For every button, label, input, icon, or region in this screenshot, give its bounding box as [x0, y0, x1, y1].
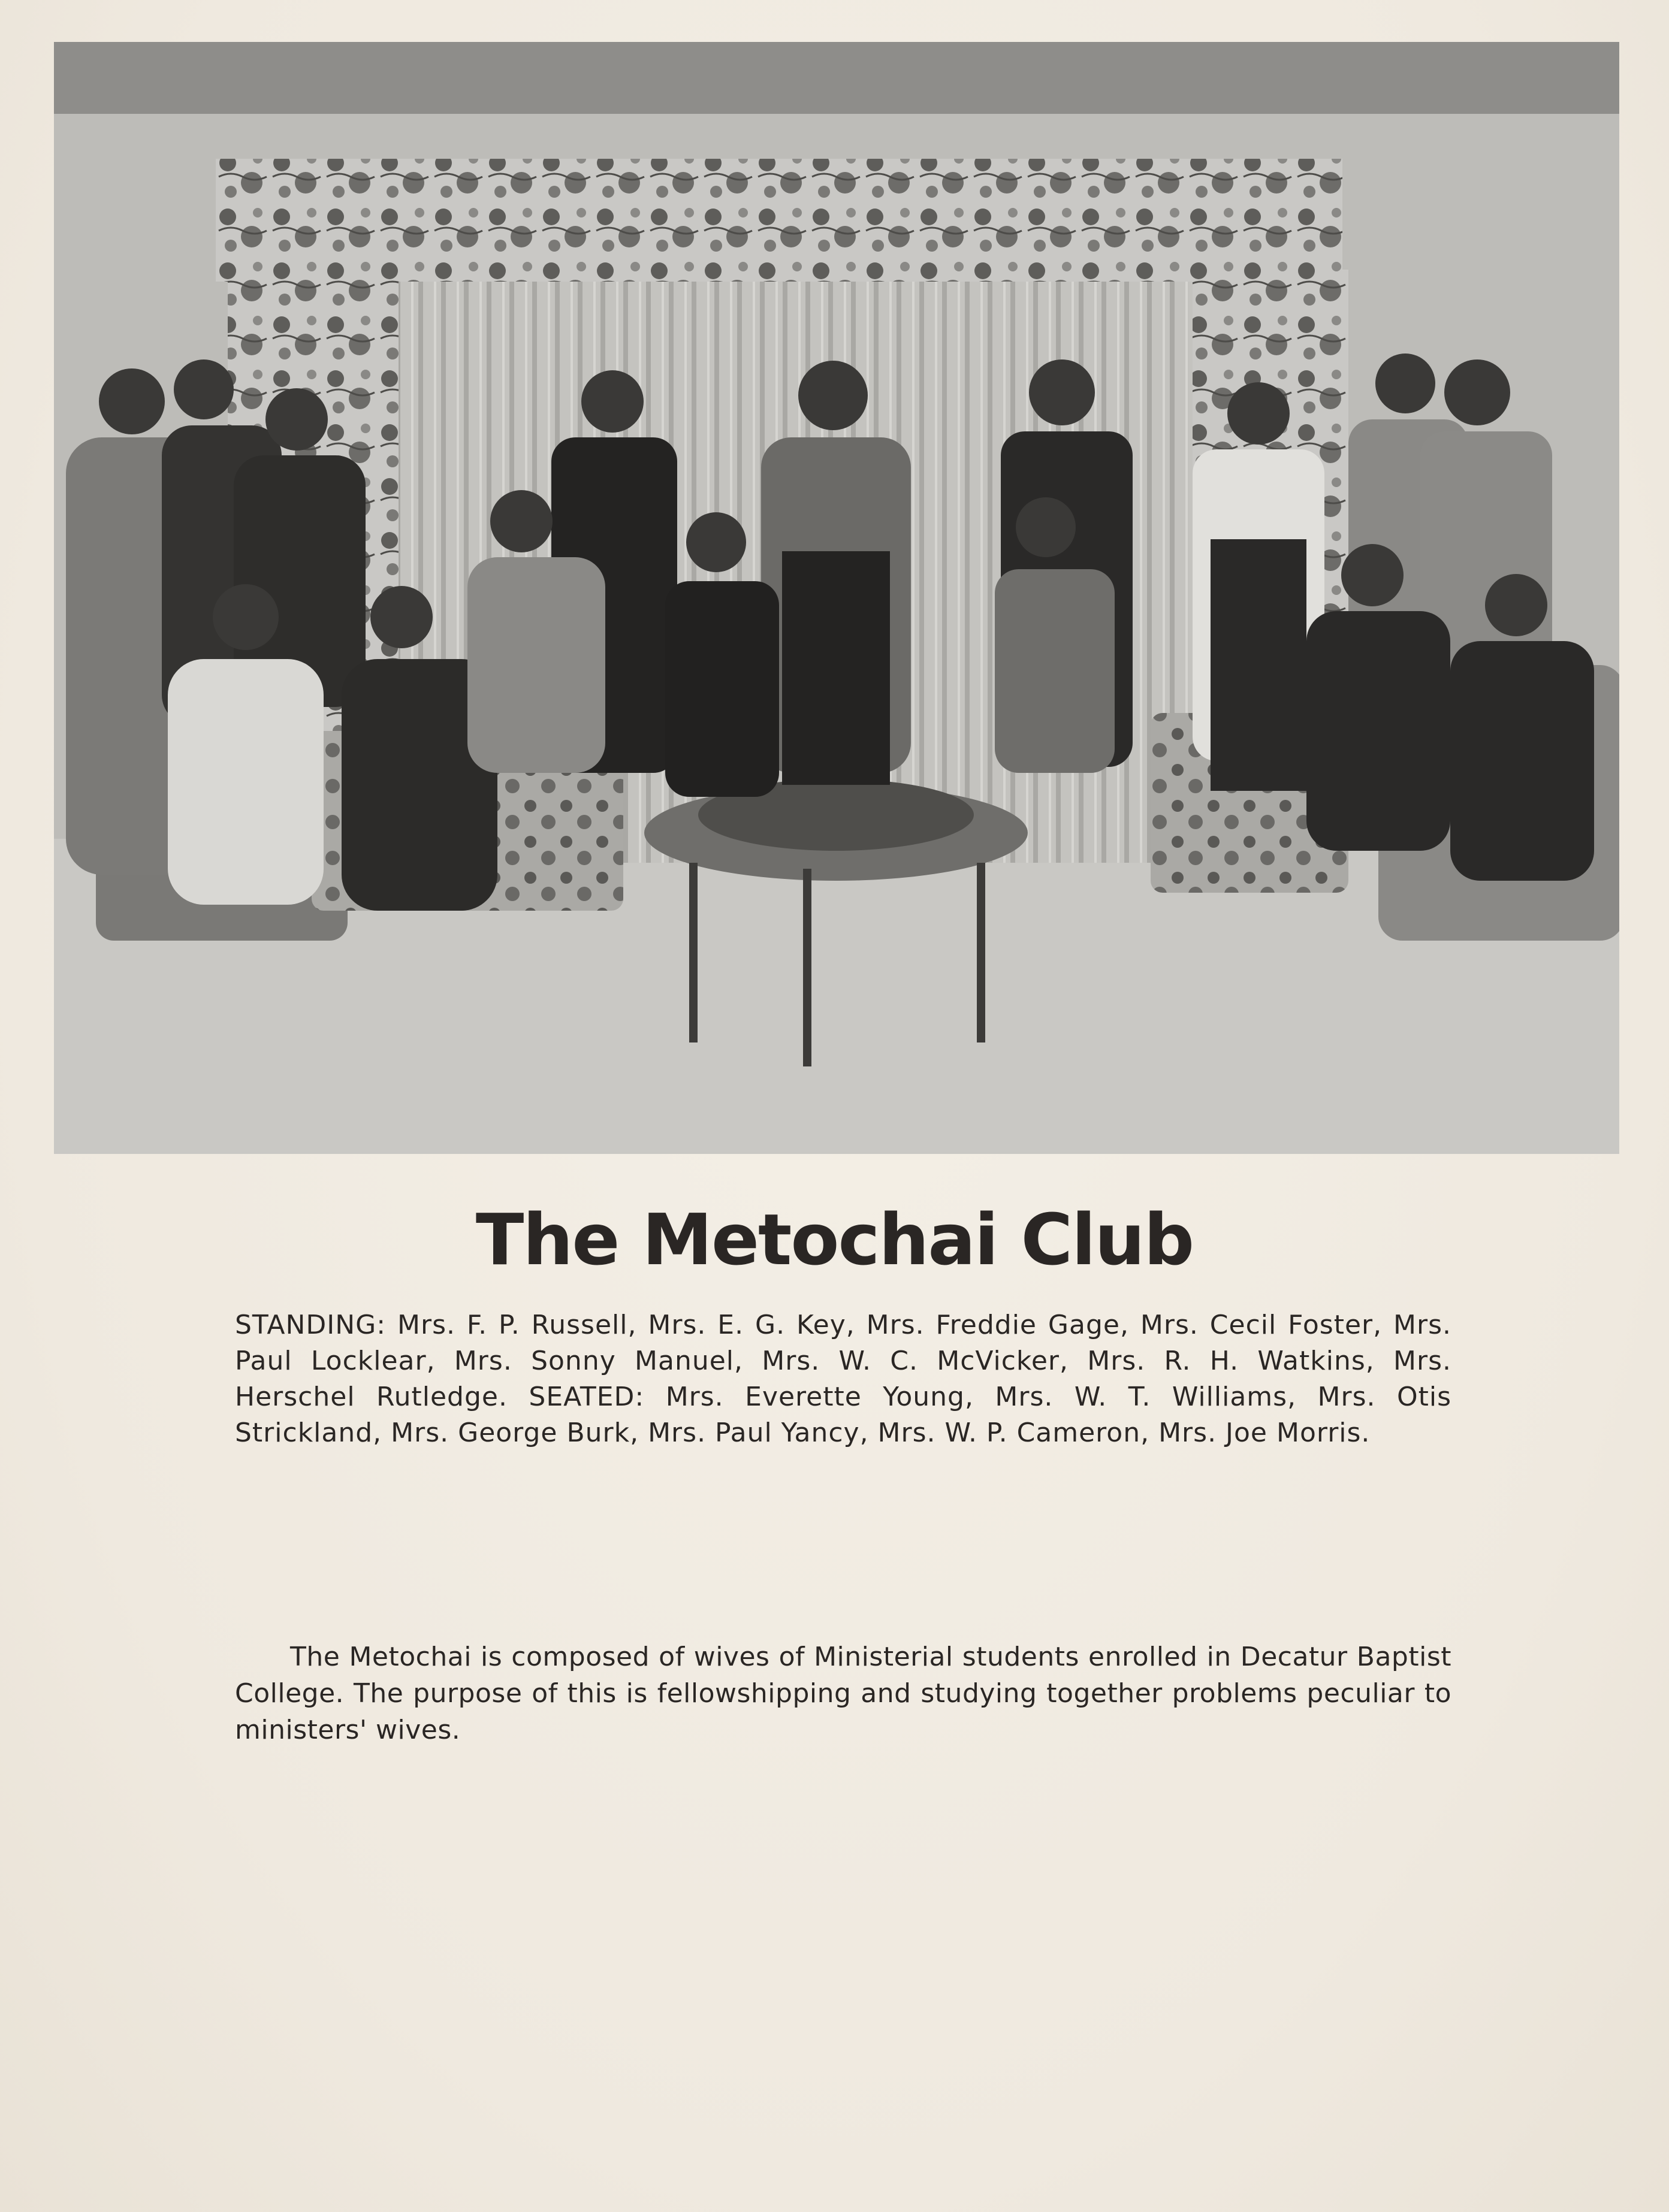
- group-photo: [54, 42, 1619, 1154]
- club-description: The Metochai is composed of wives of Ministerial students enrolled in Decatur Baptist College. The purpose of this is fellowshipping and studying together problems peculiar to ministers' wives.: [235, 1642, 1451, 1745]
- page-title: The Metochai Club: [475, 1198, 1194, 1281]
- group-photo-illustration: [54, 42, 1619, 1154]
- photo-caption: STANDING: Mrs. F. P. Russell, Mrs. E. G. Key, Mrs. Freddie Gage, Mrs. Cecil Foster, Mrs. Paul Locklear, Mrs. Sonny Manuel, Mrs. W. C. McVicker, Mrs. R. H. Watkins, Mrs. Herschel Rutledge. SEATED: Mrs. Everette Young, Mrs. W. T. Williams, Mrs. Otis Strickland, Mrs. George Burk, Mrs. Paul Yancy, Mrs. W. P. Cameron, Mrs. Joe Morris.: [235, 1310, 1451, 1448]
